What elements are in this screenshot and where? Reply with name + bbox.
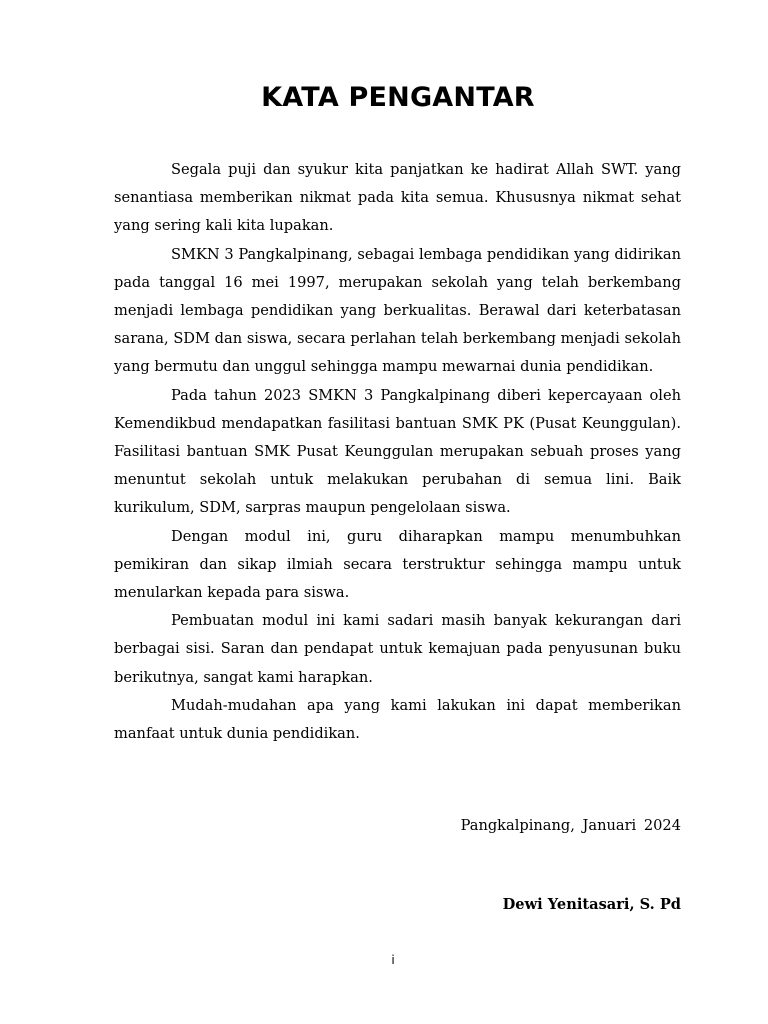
body-text (114, 156, 681, 748)
paragraph-2: SMKN 3 Pangkalpinang, sebagai lembaga pendidikan yang didirikan pada tanggal 16 mei 1997, merupakan sekolah yang telah berkembang menjadi lembaga pendidikan yang berkualitas. Berawal dari keterbatasan sarana, SDM dan siswa, secara perlahan telah berkembang menjadi sekolah yang bermutu dan unggul sehingga mampu mewarnai dunia pendidikan. (114, 245, 681, 376)
paragraph-1: Segala puji dan syukur kita panjatkan ke hadirat Allah SWT. yang senantiasa memberikan nikmat pada kita semua. Khususnya nikmat sehat yang sering kali kita lupakan. (114, 161, 681, 235)
place-date: Pangkalpinang, Januari 2024 (460, 817, 681, 834)
page-title: KATA PENGANTAR (261, 82, 535, 113)
paragraph-6: Mudah-mudahan apa yang kami lakukan ini dapat memberikan manfaat untuk dunia pendidikan. (114, 696, 681, 743)
paragraph-3: Pada tahun 2023 SMKN 3 Pangkalpinang diberi kepercayaan oleh Kemendikbud mendapatkan fasilitasi bantuan SMK PK (Pusat Keunggulan). Fasilitasi bantuan SMK Pusat Keunggulan merupakan sebuah proses yang menuntut sekolah untuk melakukan perubahan di semua lini. Baik kurikulum, SDM, sarpras maupun pengelolaan siswa. (114, 386, 681, 517)
signatory-name: Dewi Yenitasari, S. Pd (502, 896, 681, 913)
paragraph-5: Pembuatan modul ini kami sadari masih banyak kekurangan dari berbagai sisi. Saran dan pendapat untuk kemajuan pada penyusunan buku berikutnya, sangat kami harapkan. (114, 612, 681, 686)
paragraph-4: Dengan modul ini, guru diharapkan mampu menumbuhkan pemikiran dan sikap ilmiah secara terstruktur sehingga mampu untuk menularkan kepada para siswa. (114, 527, 681, 602)
page-number: i (391, 953, 395, 967)
